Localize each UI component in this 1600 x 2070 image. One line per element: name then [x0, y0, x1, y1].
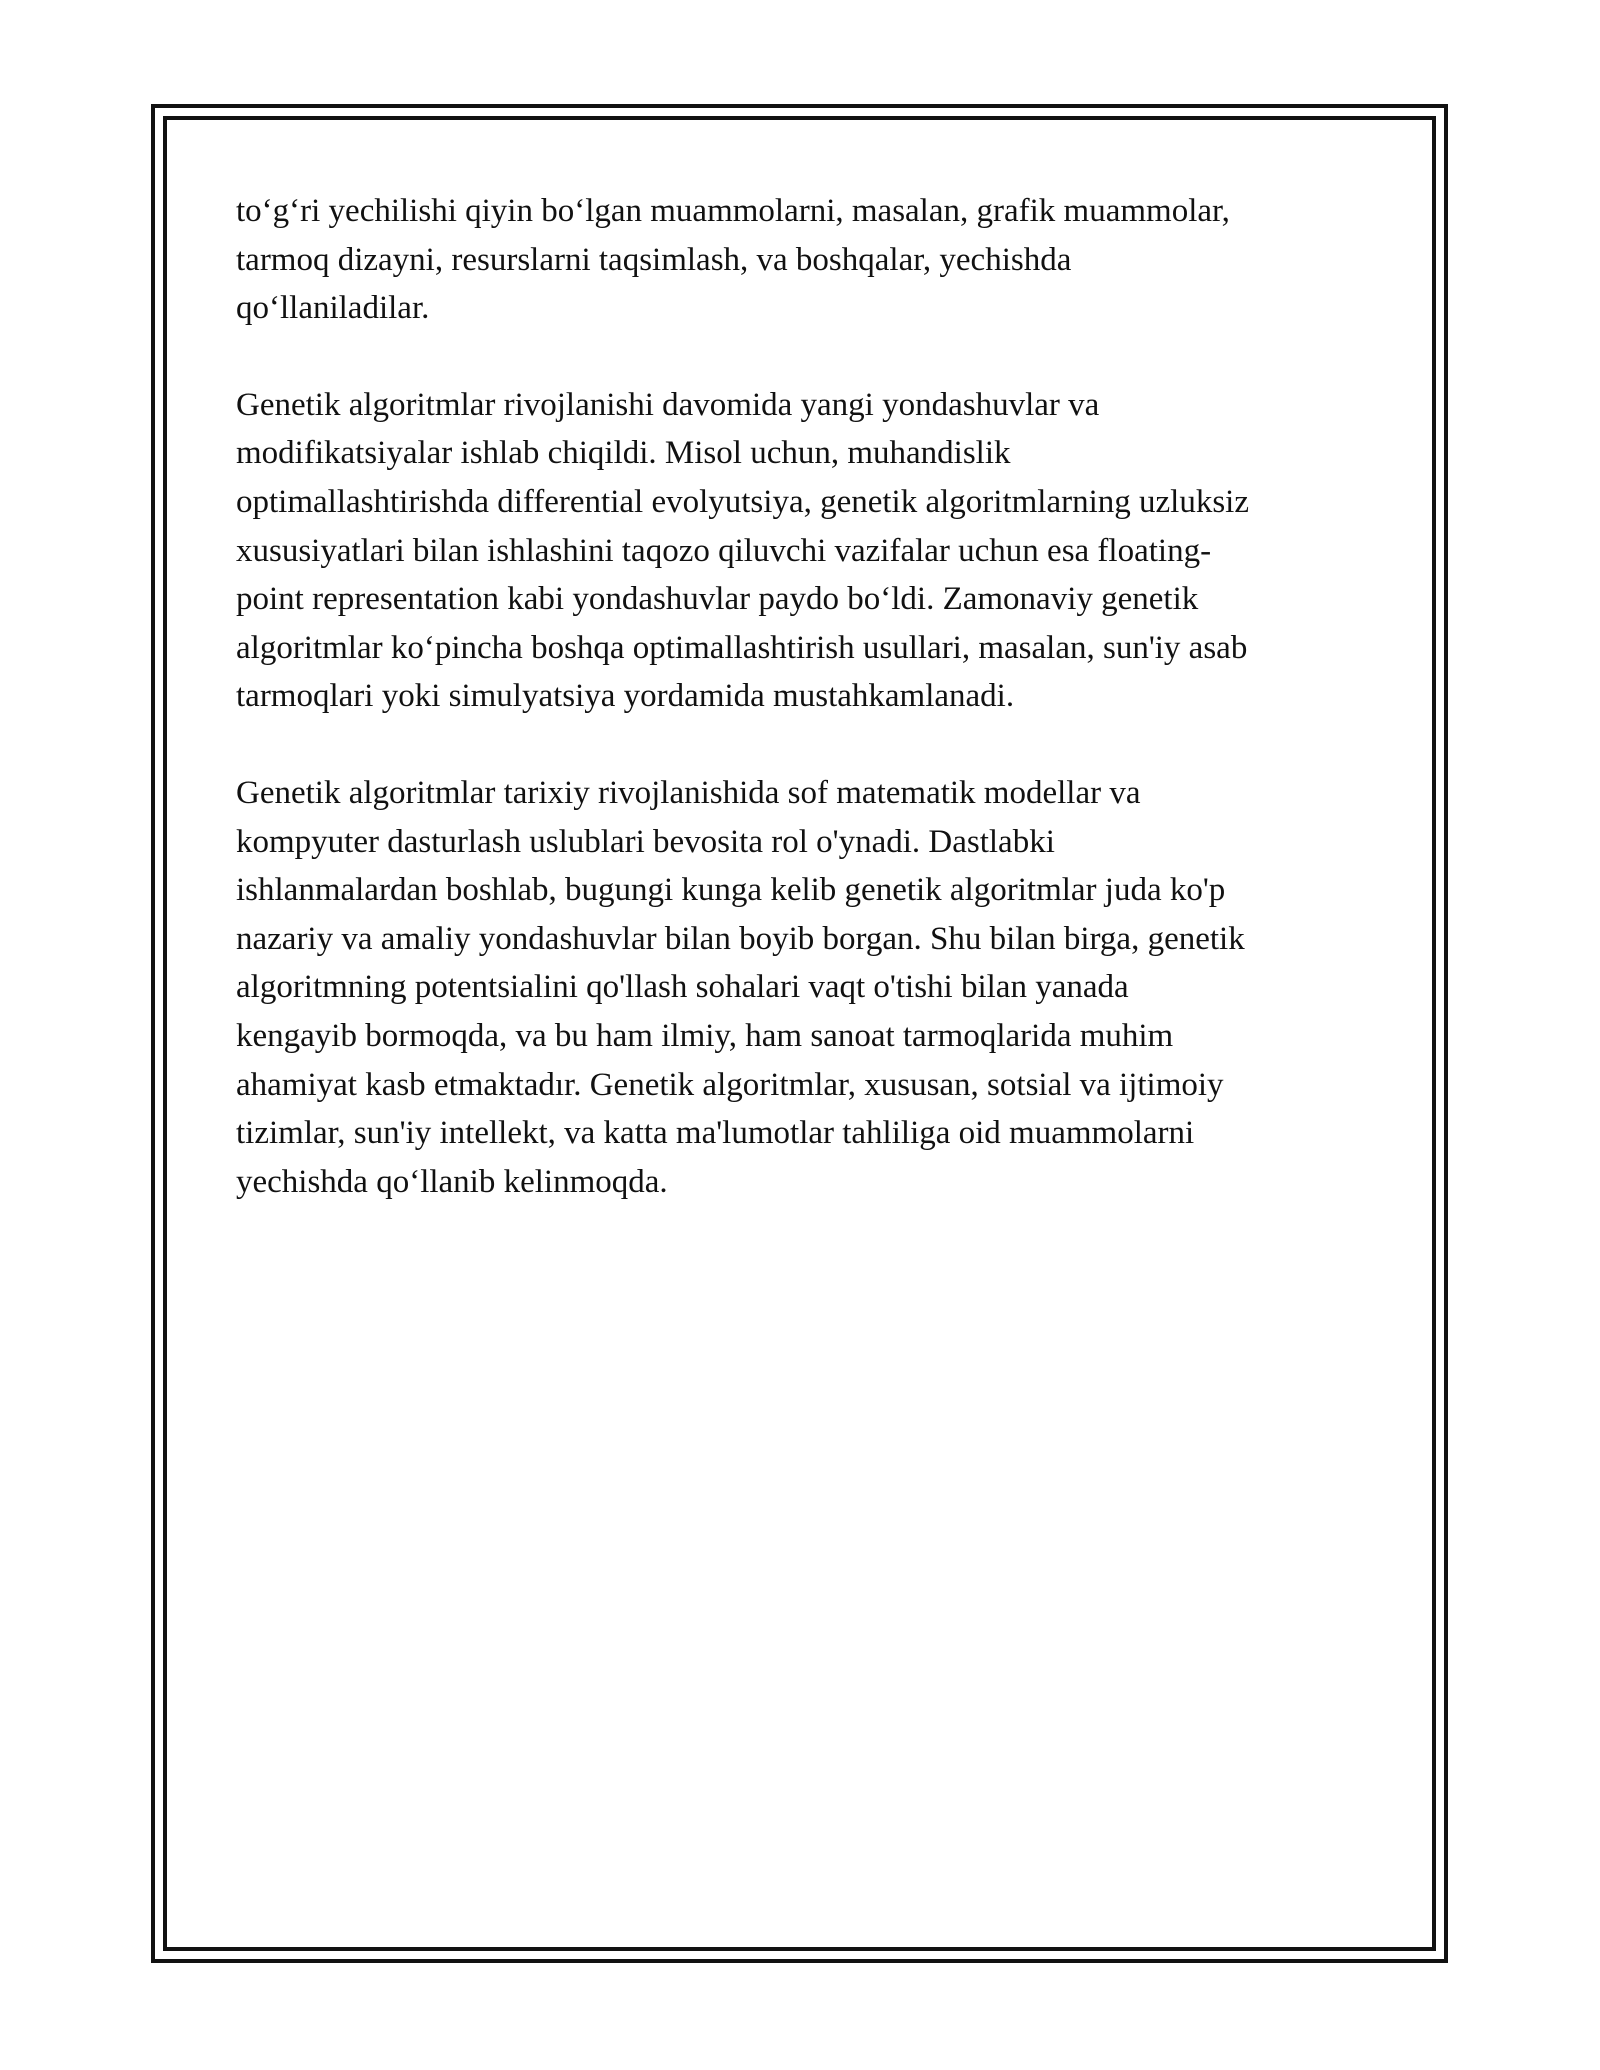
- text-line: tizimlar, sun'iy intellekt, va katta ma'lumotlar tahliliga oid muammolarni: [236, 1115, 1195, 1152]
- paragraph-1: [236, 187, 1376, 333]
- text-line: yechishda qo‘llanib kelinmoqda.: [236, 1163, 668, 1200]
- text-line: algoritmlar ko‘pincha boshqa optimallashtirish usullari, masalan, sun'iy asab: [236, 629, 1248, 666]
- paragraph-3: [236, 769, 1376, 1206]
- text-line: modifikatsiyalar ishlab chiqildi. Misol uchun, muhandislik: [236, 435, 1011, 472]
- text-line: point representation kabi yondashuvlar paydo bo‘ldi. Zamonaviy genetik: [236, 581, 1199, 618]
- text-line: to‘g‘ri yechilishi qiyin bo‘lgan muammolarni, masalan, grafik muammolar,: [236, 193, 1230, 229]
- text-line: kompyuter dasturlash uslublari bevosita rol o'ynadi. Dastlabki: [236, 823, 1055, 860]
- text-line: Genetik algoritmlar rivojlanishi davomida yangi yondashuvlar va: [236, 386, 1100, 423]
- text-line: xususiyatlari bilan ishlashini taqozo qiluvchi vazifalar uchun esa floating-: [236, 532, 1212, 569]
- text-line: tarmoq dizayni, resurslarni taqsimlash, va boshqalar, yechishda: [236, 241, 1072, 278]
- text-line: qo‘llaniladilar.: [236, 290, 430, 327]
- text-line: algoritmning potentsialini qo'llash sohalari vaqt o'tishi bilan yanada: [236, 969, 1129, 1006]
- text-line: Genetik algoritmlar tarixiy rivojlanishida sof matematik modellar va: [236, 774, 1141, 811]
- text-line: kengayib bormoqda, va bu ham ilmiy, ham sanoat tarmoqlarida muhim: [236, 1017, 1174, 1054]
- text-line: optimallashtirishda differential evolyutsiya, genetik algoritmlarning uzluksiz: [236, 483, 1249, 520]
- text-line: ishlanmalardan boshlab, bugungi kunga kelib genetik algoritmlar juda ko'p: [236, 872, 1226, 909]
- text-line: nazariy va amaliy yondashuvlar bilan boyib borgan. Shu bilan birga, genetik: [236, 920, 1245, 957]
- document-body: [236, 187, 1376, 1254]
- text-line: ahamiyat kasb etmaktadır. Genetik algoritmlar, xususan, sotsial va ijtimoiy: [236, 1066, 1224, 1103]
- text-line: tarmoqlari yoki simulyatsiya yordamida mustahkamlanadi.: [236, 678, 1015, 715]
- paragraph-2: [236, 381, 1376, 721]
